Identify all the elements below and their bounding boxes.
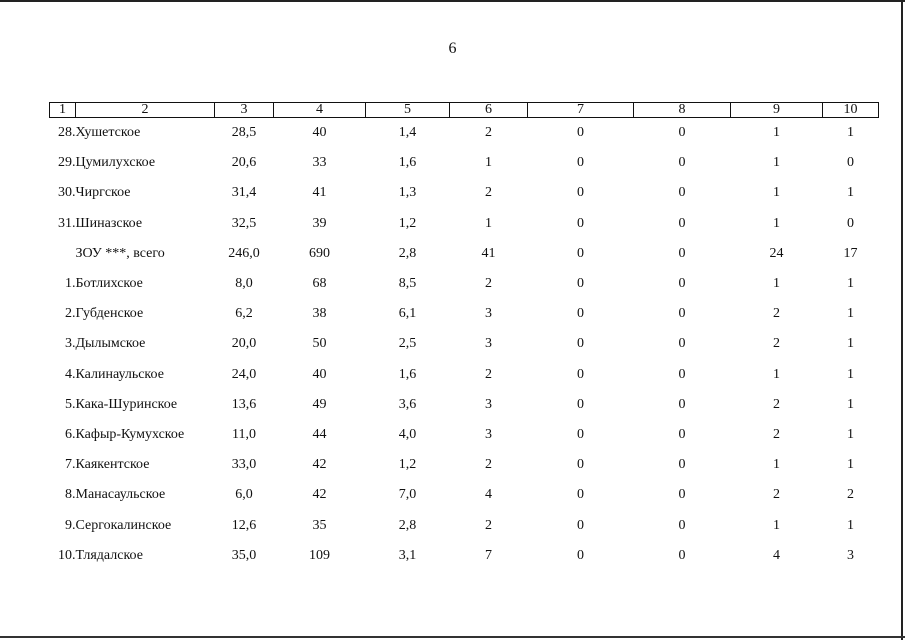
column-header: 6 <box>450 103 528 118</box>
scan-border-bottom <box>0 636 905 638</box>
cell-col5: 1,2 <box>398 215 417 231</box>
cell-col6: 2 <box>485 457 492 473</box>
cell-col4: 41 <box>312 185 327 201</box>
row-number <box>50 239 76 269</box>
table-row <box>50 510 879 540</box>
cell-col4: 42 <box>312 487 327 503</box>
cell-col6: 3 <box>485 336 492 352</box>
row-number: 28. <box>58 125 76 141</box>
cell-col10: 1 <box>847 185 854 201</box>
row-number: 2. <box>65 306 76 322</box>
table-row <box>50 541 879 571</box>
cell-col7: 0 <box>577 517 584 533</box>
cell-col6: 1 <box>485 155 492 171</box>
cell-col5: 1,3 <box>398 185 417 201</box>
district-name: Тлядалское <box>75 547 143 563</box>
cell-col5: 6,1 <box>398 306 417 322</box>
cell-col3: 13,6 <box>231 396 257 412</box>
cell-col10: 0 <box>847 215 854 231</box>
scan-border-top <box>0 0 905 2</box>
row-number: 31. <box>58 215 76 231</box>
cell-col9: 1 <box>773 366 780 382</box>
district-name: Губденское <box>75 306 144 322</box>
column-header: 3 <box>215 103 274 118</box>
cell-col3: 6,0 <box>235 487 253 503</box>
cell-col10: 1 <box>847 276 854 292</box>
table-row <box>50 480 879 510</box>
cell-col4: 39 <box>312 215 327 231</box>
row-number: 3. <box>65 336 76 352</box>
cell-col5: 2,5 <box>398 336 417 352</box>
row-number: 8. <box>65 487 76 503</box>
cell-col3: 8,0 <box>235 276 253 292</box>
cell-col5: 4,0 <box>398 426 417 442</box>
row-number: 4. <box>65 366 76 382</box>
cell-col6: 4 <box>485 487 492 503</box>
cell-col7: 0 <box>577 155 584 171</box>
cell-col7: 0 <box>577 245 584 261</box>
cell-col7: 0 <box>577 426 584 442</box>
header-row <box>50 103 879 118</box>
cell-col5: 1,6 <box>398 366 417 382</box>
cell-col3: 246,0 <box>228 245 260 261</box>
cell-col4: 109 <box>309 547 330 563</box>
cell-col6: 2 <box>485 276 492 292</box>
cell-col5: 1,6 <box>398 155 417 171</box>
row-number: 6. <box>65 426 76 442</box>
cell-col9: 2 <box>773 336 780 352</box>
district-name: Шиназское <box>75 215 143 231</box>
cell-col10: 1 <box>847 125 854 141</box>
table-row <box>50 450 879 480</box>
cell-col7: 0 <box>577 306 584 322</box>
cell-col3: 20,0 <box>231 336 257 352</box>
scan-border-right <box>901 0 903 640</box>
table-row <box>50 178 879 208</box>
cell-col10: 3 <box>847 547 854 563</box>
cell-col5: 1,2 <box>398 457 417 473</box>
district-name: Сергокалинское <box>75 517 172 533</box>
data-table <box>49 102 879 571</box>
row-number: 9. <box>65 517 76 533</box>
cell-col4: 68 <box>312 276 327 292</box>
cell-col8: 0 <box>678 125 686 141</box>
cell-col9: 4 <box>773 547 780 563</box>
cell-col6: 2 <box>485 366 492 382</box>
table-row <box>50 118 879 149</box>
cell-col7: 0 <box>577 336 584 352</box>
cell-col9: 1 <box>773 276 780 292</box>
district-name: Цумилухское <box>75 155 156 171</box>
cell-col8: 0 <box>678 517 686 533</box>
cell-col10: 1 <box>847 396 854 412</box>
cell-col3: 6,2 <box>235 306 253 322</box>
cell-col6: 1 <box>485 215 492 231</box>
column-header: 9 <box>731 103 823 118</box>
cell-col5: 7,0 <box>398 487 417 503</box>
district-name: Калинаульское <box>75 366 164 382</box>
cell-col9: 1 <box>773 155 780 171</box>
cell-col10: 1 <box>847 517 854 533</box>
district-name: Манасаульское <box>75 487 166 503</box>
cell-col4: 40 <box>312 366 327 382</box>
cell-col4: 38 <box>312 306 327 322</box>
cell-col8: 0 <box>678 185 686 201</box>
column-header: 1 <box>50 103 76 118</box>
row-number: 29. <box>58 155 76 171</box>
cell-col8: 0 <box>678 336 686 352</box>
cell-col8: 0 <box>678 155 686 171</box>
cell-col8: 0 <box>678 487 686 503</box>
cell-col8: 0 <box>678 396 686 412</box>
row-number: 10. <box>58 547 76 563</box>
cell-col8: 0 <box>678 457 686 473</box>
column-header: 10 <box>823 103 879 118</box>
cell-col3: 33,0 <box>231 457 257 473</box>
cell-col6: 2 <box>485 517 492 533</box>
cell-col8: 0 <box>678 306 686 322</box>
cell-col6: 3 <box>485 306 492 322</box>
cell-col4: 40 <box>312 125 327 141</box>
cell-col10: 2 <box>847 487 854 503</box>
cell-col3: 12,6 <box>231 517 257 533</box>
column-header: 7 <box>528 103 634 118</box>
row-number: 5. <box>65 396 76 412</box>
table-row <box>50 420 879 450</box>
column-header: 4 <box>274 103 366 118</box>
cell-col9: 2 <box>773 487 780 503</box>
district-name: Чиргское <box>75 185 131 201</box>
cell-col7: 0 <box>577 276 584 292</box>
row-number: 7. <box>65 457 76 473</box>
cell-col9: 1 <box>773 125 780 141</box>
cell-col7: 0 <box>577 396 584 412</box>
table-row <box>50 360 879 390</box>
cell-col10: 1 <box>847 457 854 473</box>
cell-col4: 33 <box>312 155 327 171</box>
cell-col4: 35 <box>312 517 327 533</box>
cell-col8: 0 <box>678 366 686 382</box>
cell-col5: 2,8 <box>398 517 417 533</box>
cell-col5: 2,8 <box>398 245 417 261</box>
cell-col9: 24 <box>769 245 784 261</box>
district-name: Ботлихское <box>75 276 143 292</box>
cell-col10: 17 <box>843 245 858 261</box>
cell-col4: 690 <box>309 245 330 261</box>
cell-col3: 24,0 <box>231 366 257 382</box>
cell-col3: 20,6 <box>231 155 257 171</box>
cell-col7: 0 <box>577 215 584 231</box>
district-name: Кака-Шуринское <box>75 396 178 412</box>
page-number: 6 <box>448 40 457 57</box>
table-row <box>50 329 879 359</box>
district-name: ЗОУ ***, всего <box>75 245 165 261</box>
table-row <box>50 209 879 239</box>
column-header: 8 <box>634 103 731 118</box>
cell-col9: 1 <box>773 517 780 533</box>
cell-col4: 44 <box>312 426 327 442</box>
table-row <box>50 269 879 299</box>
cell-col4: 49 <box>312 396 327 412</box>
cell-col6: 41 <box>481 245 496 261</box>
cell-col7: 0 <box>577 185 584 201</box>
cell-col7: 0 <box>577 487 584 503</box>
cell-col6: 2 <box>485 185 492 201</box>
cell-col9: 1 <box>773 457 780 473</box>
cell-col9: 2 <box>773 306 780 322</box>
cell-col3: 28,5 <box>231 125 257 141</box>
row-number: 30. <box>58 185 76 201</box>
cell-col3: 31,4 <box>231 185 257 201</box>
column-header: 2 <box>76 103 215 118</box>
cell-col7: 0 <box>577 457 584 473</box>
cell-col5: 8,5 <box>398 276 417 292</box>
cell-col7: 0 <box>577 547 584 563</box>
district-name: Хушетское <box>75 125 141 141</box>
cell-col8: 0 <box>678 547 686 563</box>
cell-col9: 2 <box>773 396 780 412</box>
cell-col9: 2 <box>773 426 780 442</box>
cell-col10: 1 <box>847 336 854 352</box>
cell-col4: 42 <box>312 457 327 473</box>
cell-col3: 32,5 <box>231 215 257 231</box>
cell-col5: 3,6 <box>398 396 417 412</box>
cell-col8: 0 <box>678 215 686 231</box>
cell-col5: 3,1 <box>398 547 417 563</box>
district-name: Кафыр-Кумухское <box>75 426 185 442</box>
cell-col9: 1 <box>773 185 780 201</box>
cell-col4: 50 <box>312 336 327 352</box>
column-header: 5 <box>366 103 450 118</box>
table-row <box>50 148 879 178</box>
cell-col7: 0 <box>577 366 584 382</box>
cell-col8: 0 <box>678 276 686 292</box>
cell-col10: 1 <box>847 426 854 442</box>
cell-col8: 0 <box>678 426 686 442</box>
cell-col6: 3 <box>485 396 492 412</box>
cell-col6: 7 <box>485 547 492 563</box>
cell-col7: 0 <box>577 125 584 141</box>
cell-col9: 1 <box>773 215 780 231</box>
cell-col8: 0 <box>678 245 686 261</box>
cell-col10: 0 <box>847 155 854 171</box>
cell-col5: 1,4 <box>398 125 417 141</box>
table-row <box>50 239 879 269</box>
district-name: Дылымское <box>75 336 146 352</box>
cell-col6: 3 <box>485 426 492 442</box>
table-row <box>50 390 879 420</box>
district-name: Каякентское <box>75 457 150 473</box>
cell-col3: 35,0 <box>231 547 257 563</box>
row-number: 1. <box>65 276 76 292</box>
table-row <box>50 299 879 329</box>
cell-col3: 11,0 <box>232 426 256 442</box>
cell-col10: 1 <box>847 306 854 322</box>
cell-col10: 1 <box>847 366 854 382</box>
cell-col6: 2 <box>485 125 492 141</box>
